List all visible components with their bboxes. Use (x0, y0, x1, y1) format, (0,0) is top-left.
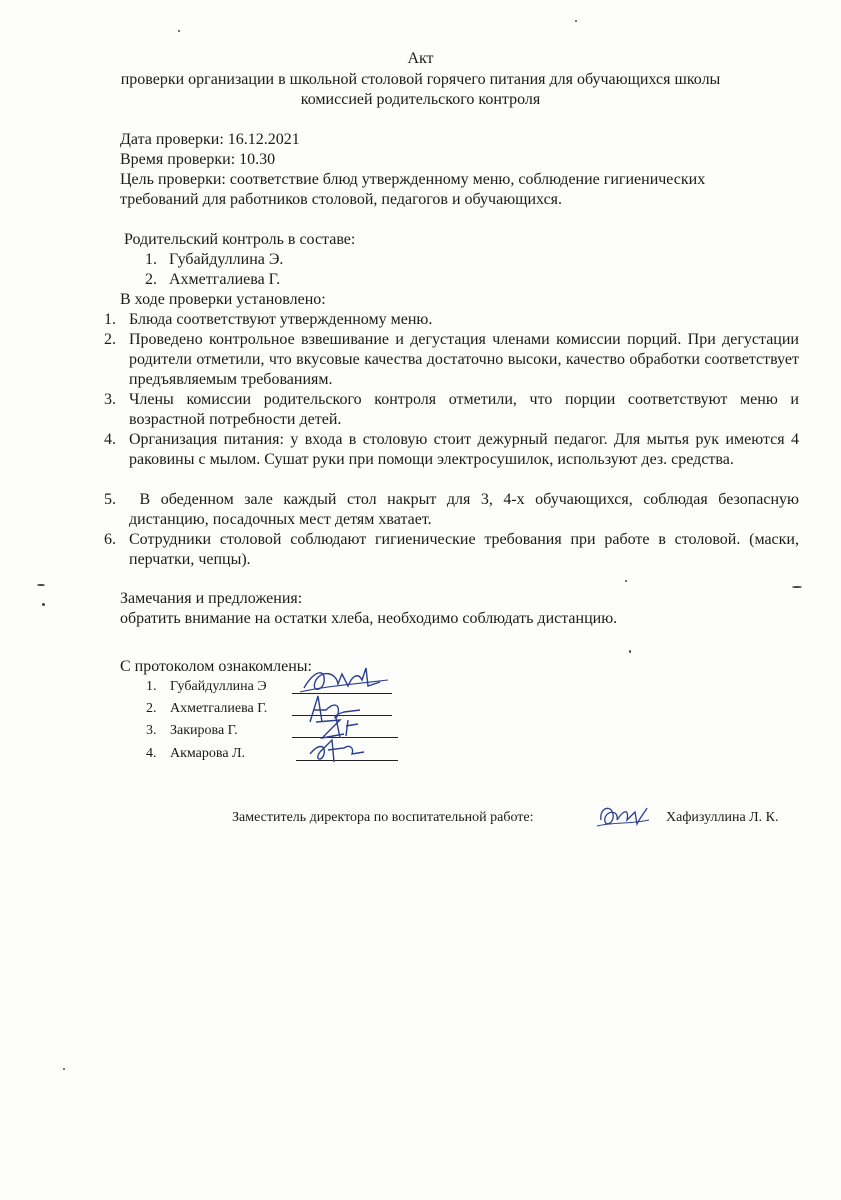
committee-member: Губайдуллина Э. (169, 251, 284, 268)
ack-name: Закирова Г. (170, 723, 238, 738)
inspection-goal-line2: требований для работников столовой, педагогов и обучающихся. (120, 191, 563, 208)
document-subtitle-line2: комиссией родительского контроля (300, 91, 541, 108)
inspection-time: Время проверки: 10.30 (120, 151, 276, 168)
ack-name: Ахметгалиева Г. (170, 701, 268, 716)
ack-number: 4. (146, 746, 157, 761)
scan-speck (625, 580, 627, 582)
committee-number: 2. (145, 271, 157, 288)
scan-speck (42, 603, 45, 606)
finding-number: 1. (104, 311, 116, 328)
finding-text: Проведено контрольное взвешивание и дегустация членами комиссии порций. При дегустации родители отметили, что вкусовые качества достаточно высоки, качество обработки соответствует предъявляемым требованиям. (129, 331, 799, 388)
ack-number: 2. (146, 701, 157, 716)
scan-speck (63, 1068, 65, 1070)
remarks-text: обратить внимание на остатки хлеба, необходимо соблюдать дистанцию. (120, 610, 618, 627)
signature-scribble (304, 736, 372, 766)
deputy-name: Хафизуллина Л. К. (666, 810, 779, 825)
finding-number: 6. (104, 531, 116, 548)
scan-speck (37, 584, 45, 586)
scan-speck (178, 30, 180, 32)
committee-heading: Родительский контроль в составе: (124, 231, 356, 248)
inspection-date: Дата проверки: 16.12.2021 (120, 131, 300, 148)
finding-number: 3. (104, 391, 116, 408)
scan-speck (792, 586, 802, 588)
finding-text: Организация питания: у входа в столовую стоит дежурный педагог. Для мытья рук имеются 4 раковины с мылом. Сушат руки при помощи электросушилок, используют дез. средства. (129, 431, 799, 468)
ack-number: 1. (146, 679, 157, 694)
ack-name: Акмарова Л. (170, 746, 246, 761)
remarks-heading: Замечания и предложения: (120, 590, 303, 607)
scan-speck (629, 650, 631, 653)
deputy-signature-scribble (595, 798, 651, 834)
finding-number: 4. (104, 431, 116, 448)
deputy-label: Заместитель директора по воспитательной работе: (232, 810, 534, 825)
scan-speck (575, 20, 577, 22)
finding-text: Члены комиссии родительского контроля отметили, что порции соответствуют меню и возрастной потребности детей. (129, 391, 799, 428)
finding-text: В обеденном зале каждый стол накрыт для 3, 4-х обучающихся, соблюдая безопасную дистанцию, посадочных мест детям хватает. (129, 491, 804, 528)
document-subtitle-line1: проверки организации в школьной столовой горячего питания для обучающихся школы (120, 71, 721, 88)
document-title: Акт (407, 50, 434, 67)
ack-number: 3. (146, 723, 157, 738)
inspection-goal-line1: Цель проверки: соответствие блюд утвержденному меню, соблюдение гигиенических (120, 171, 706, 188)
finding-text: Сотрудники столовой соблюдают гигиенические требования при работе в столовой. (маски, перчатки, чепцы). (129, 531, 799, 568)
committee-number: 1. (145, 251, 157, 268)
ack-heading: С протоколом ознакомлены: (120, 658, 312, 675)
finding-text: Блюда соответствуют утвержденному меню. (129, 311, 433, 328)
findings-heading: В ходе проверки установлено: (120, 291, 326, 308)
finding-number: 2. (104, 331, 116, 348)
finding-number: 5. (104, 491, 116, 508)
ack-name: Губайдуллина Э (170, 679, 267, 694)
committee-member: Ахметгалиева Г. (169, 271, 281, 288)
